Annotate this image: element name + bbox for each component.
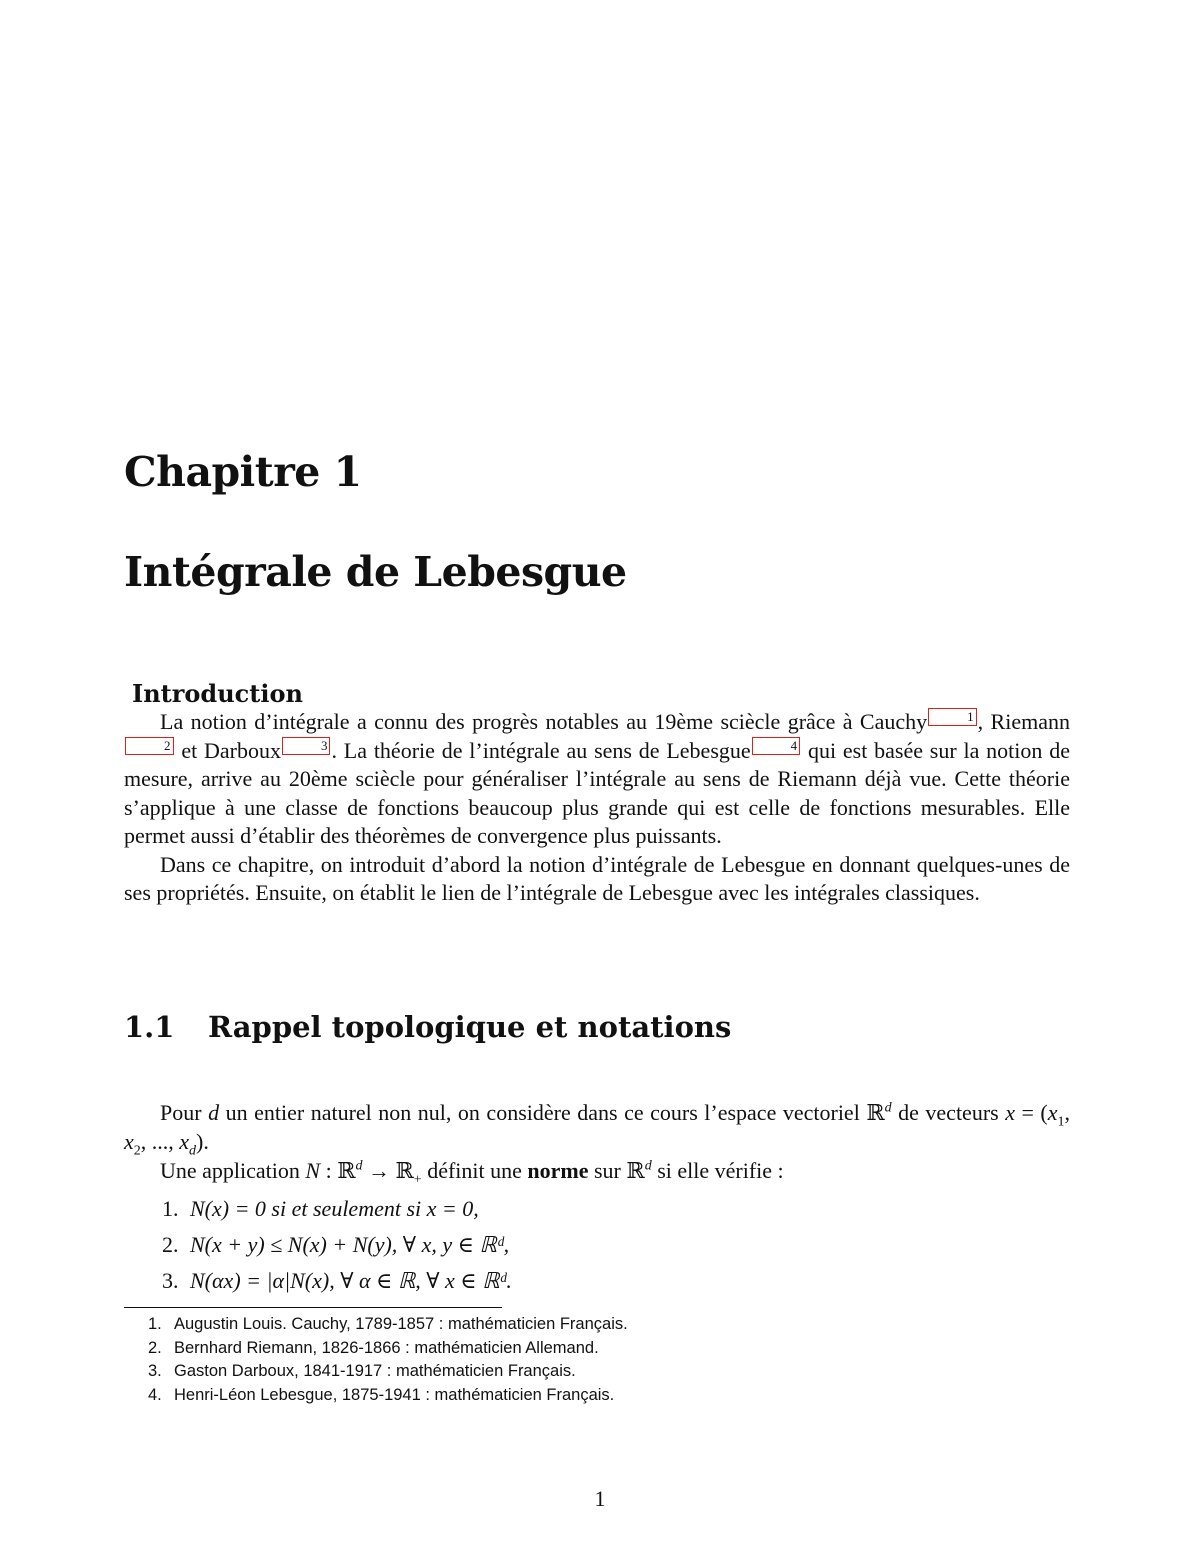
footnote-ref-2[interactable]: 2	[125, 737, 174, 755]
text-run: , Riemann	[977, 709, 1070, 734]
footnote-item	[124, 1384, 1070, 1408]
item-number: 3.	[162, 1268, 179, 1293]
footnote-number: 4.	[148, 1385, 162, 1404]
footnote-item	[124, 1360, 1070, 1384]
intro-paragraph-1	[124, 708, 1070, 851]
chapter-label: Chapitre 1	[124, 448, 362, 496]
footnote-ref-3[interactable]: 3	[282, 737, 331, 755]
footnote-text: Henri-Léon Lebesgue, 1875-1941 : mathématicien Français.	[174, 1385, 615, 1404]
section-body	[124, 1098, 1070, 1299]
item-text: N(αx) = |α|N(x), ∀ α ∈ ℝ, ∀ x ∈ ℝᵈ.	[190, 1268, 512, 1293]
intro-text	[124, 708, 1070, 908]
text-run: définit une	[421, 1158, 528, 1183]
item-number: 2.	[162, 1232, 179, 1257]
text-run: et Darboux	[174, 737, 281, 763]
intro-paragraph-2: Dans ce chapitre, on introduit d’abord la notion d’intégrale de Lebesgue en donnant quelques-unes de ses propriétés. Ensuite, on établit le lien de l’intégrale de Lebesgue avec les intégrales classiques.	[124, 851, 1070, 905]
norm-axioms	[124, 1191, 1070, 1299]
body-paragraph-1	[124, 1098, 1071, 1159]
text-run: Une application	[160, 1158, 306, 1183]
footnote-text: Bernhard Riemann, 1826-1866 : mathématicien Allemand.	[174, 1338, 599, 1357]
footnote-item	[124, 1337, 1070, 1361]
footnote-divider	[124, 1307, 502, 1308]
page-number: 1	[594, 1486, 606, 1511]
section-number: 1.1	[124, 1010, 175, 1044]
list-item	[124, 1191, 1070, 1227]
text-run: La notion d’intégrale a connu des progrès notables au 19ème sciècle grâce à Cauchy	[160, 709, 928, 734]
text-run: un entier naturel non nul, on considère dans ce cours l’espace vectoriel	[219, 1100, 867, 1125]
footnote-number: 2.	[148, 1338, 162, 1357]
text-run: qui est basée sur la notion de mesure, arrive au 20ème sciècle pour généraliser l’intégrale au sens de Riemann déjà vue. Cette théorie s’applique à une classe de fonctions beaucoup plus grande qui est celle de fonctions mesurables. Elle permet aussi d’établir des théorèmes de convergence plus puissants.	[124, 737, 1070, 848]
list-item	[124, 1227, 1070, 1263]
math-d: d	[208, 1100, 220, 1125]
intro-heading: Introduction	[132, 679, 303, 708]
item-text: N(x) = 0 si et seulement si x = 0,	[190, 1196, 479, 1221]
section-heading	[124, 1010, 731, 1044]
text-run: . La théorie de l’intégrale au sens de Lebesgue	[331, 737, 751, 763]
footnote-number: 3.	[148, 1362, 162, 1380]
text-run: sur	[588, 1158, 627, 1183]
math-Rd: ℝ$^d$	[626, 1158, 652, 1183]
text-run: Pour	[160, 1100, 209, 1125]
item-number: 1.	[162, 1196, 179, 1221]
body-paragraph-2	[124, 1156, 1070, 1188]
chapter-title: Intégrale de Lebesgue	[124, 548, 627, 596]
text-run: si elle vérifie :	[651, 1158, 784, 1183]
term-norme: norme	[527, 1158, 589, 1183]
item-text: N(x + y) ≤ N(x) + N(y), ∀ x, y ∈ ℝᵈ,	[190, 1232, 510, 1257]
section-title: Rappel topologique et notations	[208, 1010, 732, 1044]
footnotes	[124, 1313, 1070, 1407]
footnote-text: Augustin Louis. Cauchy, 1789-1857 : mathématicien Français.	[174, 1315, 628, 1333]
footnote-number: 1.	[148, 1315, 162, 1333]
footnote-ref-1[interactable]: 1	[928, 708, 977, 726]
footnote-item	[124, 1313, 1070, 1337]
math-vector: $x = (x_1$, $x_2$, ..., $x_d$).	[124, 1100, 1071, 1159]
footnote-ref-4[interactable]: 4	[752, 737, 801, 755]
math-map: N : ℝ$^d$ → ℝ$_+$	[305, 1158, 422, 1188]
list-item	[124, 1263, 1070, 1299]
math-Rd: ℝ$^d$	[866, 1100, 892, 1125]
text-run: de vecteurs	[891, 1100, 1006, 1125]
footnote-text: Gaston Darboux, 1841-1917 : mathématicien Français.	[174, 1362, 576, 1380]
